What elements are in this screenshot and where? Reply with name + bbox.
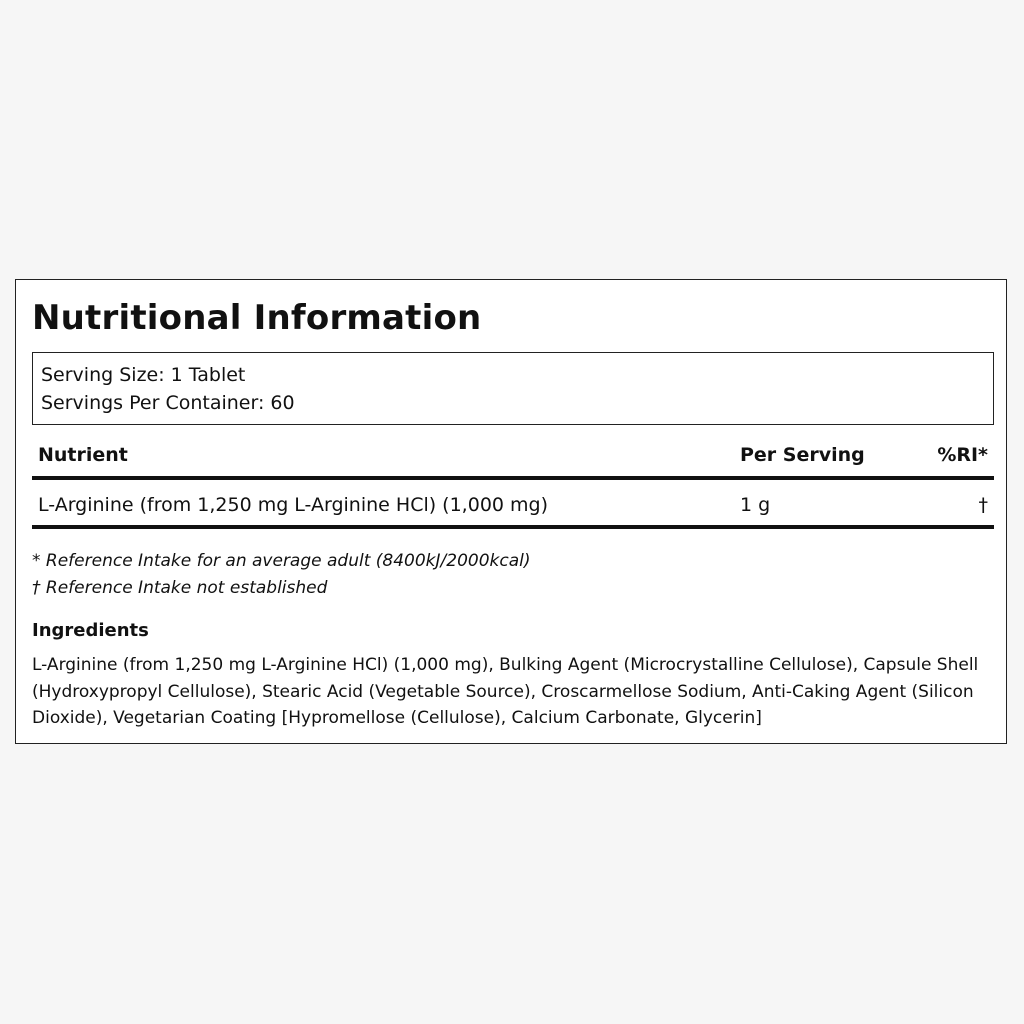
- table-header: [32, 440, 994, 480]
- row-nutrient: L-Arginine (from 1,250 mg L-Arginine HCl) (1,000 mg): [38, 494, 549, 516]
- nutrition-panel: [15, 279, 1007, 744]
- panel-title: Nutritional Information: [32, 298, 482, 338]
- row-ri: †: [978, 494, 988, 516]
- serving-size: Serving Size: 1 Tablet: [41, 364, 246, 386]
- footnote-not-established: † Reference Intake not established: [32, 578, 328, 598]
- header-ri: %RI*: [937, 444, 988, 466]
- servings-per-container: Servings Per Container: 60: [41, 392, 295, 414]
- header-nutrient: Nutrient: [38, 444, 128, 466]
- table-row: [32, 480, 994, 529]
- footnote-reference-intake: * Reference Intake for an average adult (8400kJ/2000kcal): [32, 551, 531, 571]
- footnotes: [32, 548, 531, 602]
- header-per-serving: Per Serving: [740, 444, 865, 466]
- row-per-serving: 1 g: [740, 494, 771, 516]
- serving-info-box: [32, 352, 994, 425]
- ingredients-text: L-Arginine (from 1,250 mg L-Arginine HCl) (1,000 mg), Bulking Agent (Microcrystalline Cellulose), Capsule Shell (Hydroxypropyl Cellulose), Stearic Acid (Vegetable Source), Croscarmellose Sodium, Anti-Caking Agent (Silicon Dioxide), Vegetarian Coating [Hypromellose (Cellulose), Calcium Carbonate, Glycerin]: [32, 655, 979, 728]
- ingredients-title: Ingredients: [32, 620, 149, 641]
